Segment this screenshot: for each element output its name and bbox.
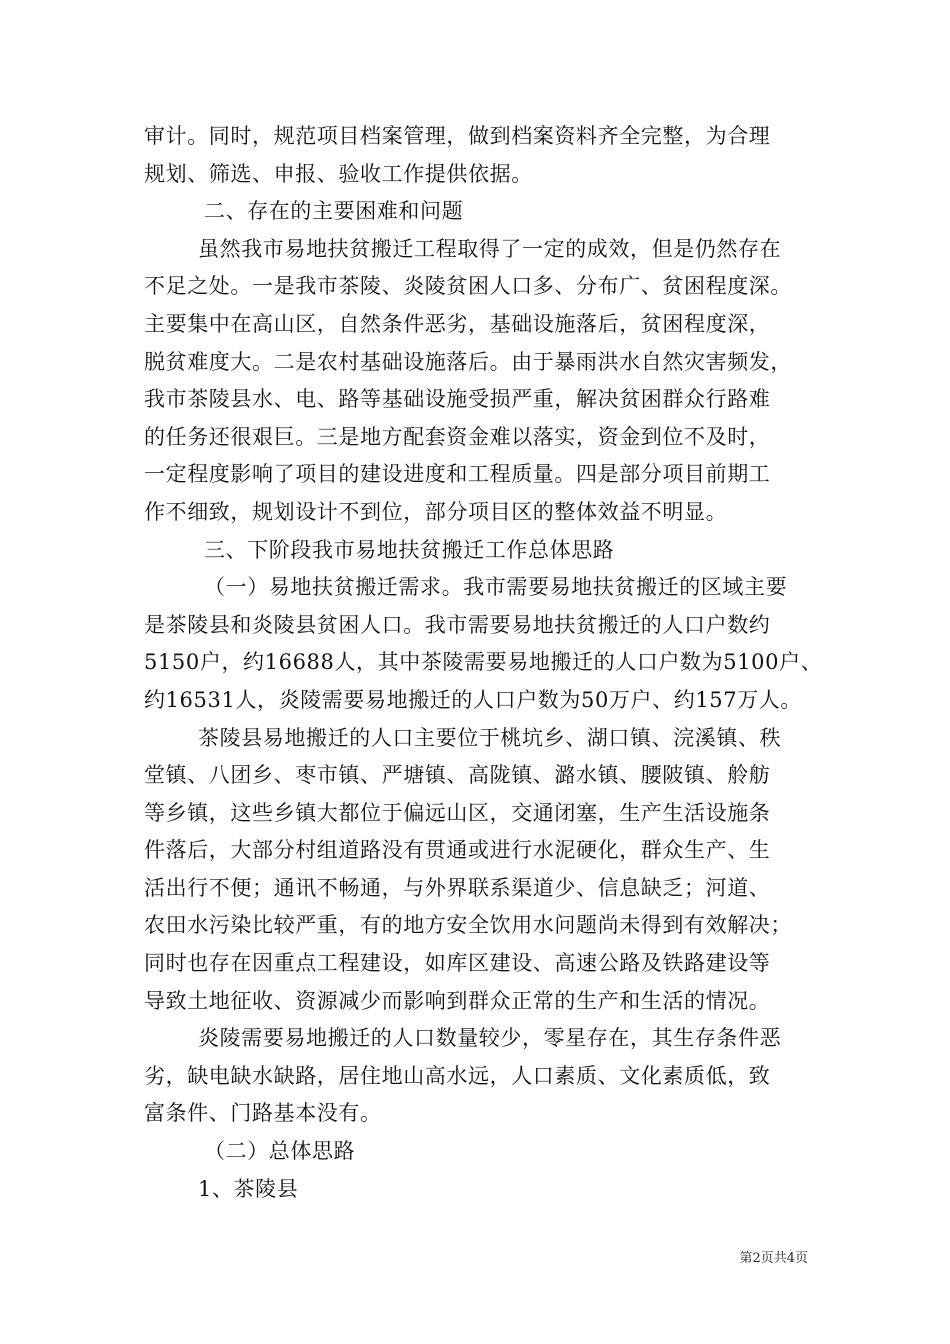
section-heading: 二、存在的主要困难和问题 (204, 199, 464, 224)
text-line: 茶陵县易地搬迁的人口主要位于桃坑乡、湖口镇、浣溪镇、秩 (198, 725, 782, 750)
body-text (144, 118, 824, 1208)
text-line: 脱贫难度大。二是农村基础设施落后。由于暴雨洪水自然灾害频发， (144, 349, 792, 374)
text-line: 同时也存在因重点工程建设，如库区建设、高速公路及铁路建设等 (144, 951, 771, 976)
subsection-heading: （一）易地扶贫搬迁需求。我市需要易地扶贫搬迁的区域主要 (204, 575, 788, 600)
text-line: 5150户，约16688人，其中茶陵需要易地搬迁的人口户数为5100户、 (144, 650, 823, 675)
text-line: 活出行不便；通讯不畅通，与外界联系渠道少、信息缺乏；河道、 (144, 875, 771, 900)
text-line: 审计。同时，规范项目档案管理，做到档案资料齐全完整，为合理 (144, 124, 771, 148)
text-line: 虽然我市易地扶贫搬迁工程取得了一定的成效，但是仍然存在 (198, 236, 782, 261)
text-line: 规划、筛选、申报、验收工作提供依据。 (144, 161, 533, 186)
text-line: 主要集中在高山区，自然条件恶劣，基础设施落后，贫困程度深， (144, 311, 771, 336)
text-line: 导致土地征收、资源减少而影响到群众正常的生产和生活的情况。 (144, 988, 771, 1013)
text-line: 件落后，大部分村组道路没有贯通或进行水泥硬化，群众生产、生 (144, 838, 771, 863)
text-line: 不足之处。一是我市茶陵、炎陵贫困人口多、分布广、贫困程度深。 (144, 274, 792, 299)
text-line: 劣，缺电缺水缺路，居住地山高水远，人口素质、文化素质低，致 (144, 1063, 771, 1088)
page-indicator: 第2页共4页 (739, 1251, 808, 1266)
text-line: 是茶陵县和炎陵县贫困人口。我市需要易地扶贫搬迁的人口户数约 (144, 612, 771, 637)
text-line: 约16531人，炎陵需要易地搬迁的人口户数为50万户、约157万人。 (144, 687, 803, 712)
text-line: 富条件、门路基本没有。 (144, 1101, 382, 1126)
text-line: 等乡镇，这些乡镇大都位于偏远山区，交通闭塞，生产生活设施条 (144, 800, 771, 825)
text-line: 堂镇、八团乡、枣市镇、严塘镇、高陇镇、潞水镇、腰陂镇、舲舫 (144, 763, 771, 788)
list-heading: 1、茶陵县 (198, 1176, 299, 1201)
text-line: 的任务还很艰巨。三是地方配套资金难以落实，资金到位不及时， (144, 424, 771, 449)
text-line: 我市茶陵县水、电、路等基础设施受损严重，解决贫困群众行路难 (144, 387, 771, 412)
text-line: 作不细致，规划设计不到位，部分项目区的整体效益不明显。 (144, 499, 728, 524)
text-line: 一定程度影响了项目的建设进度和工程质量。四是部分项目前期工 (144, 462, 771, 487)
text-line: 炎陵需要易地搬迁的人口数量较少，零星存在，其生存条件恶 (198, 1026, 782, 1051)
section-heading: 三、下阶段我市易地扶贫搬迁工作总体思路 (204, 537, 615, 562)
text-line: 农田水污染比较严重，有的地方安全饮用水问题尚未得到有效解决； (144, 913, 792, 938)
subsection-heading: （二）总体思路 (204, 1139, 356, 1164)
